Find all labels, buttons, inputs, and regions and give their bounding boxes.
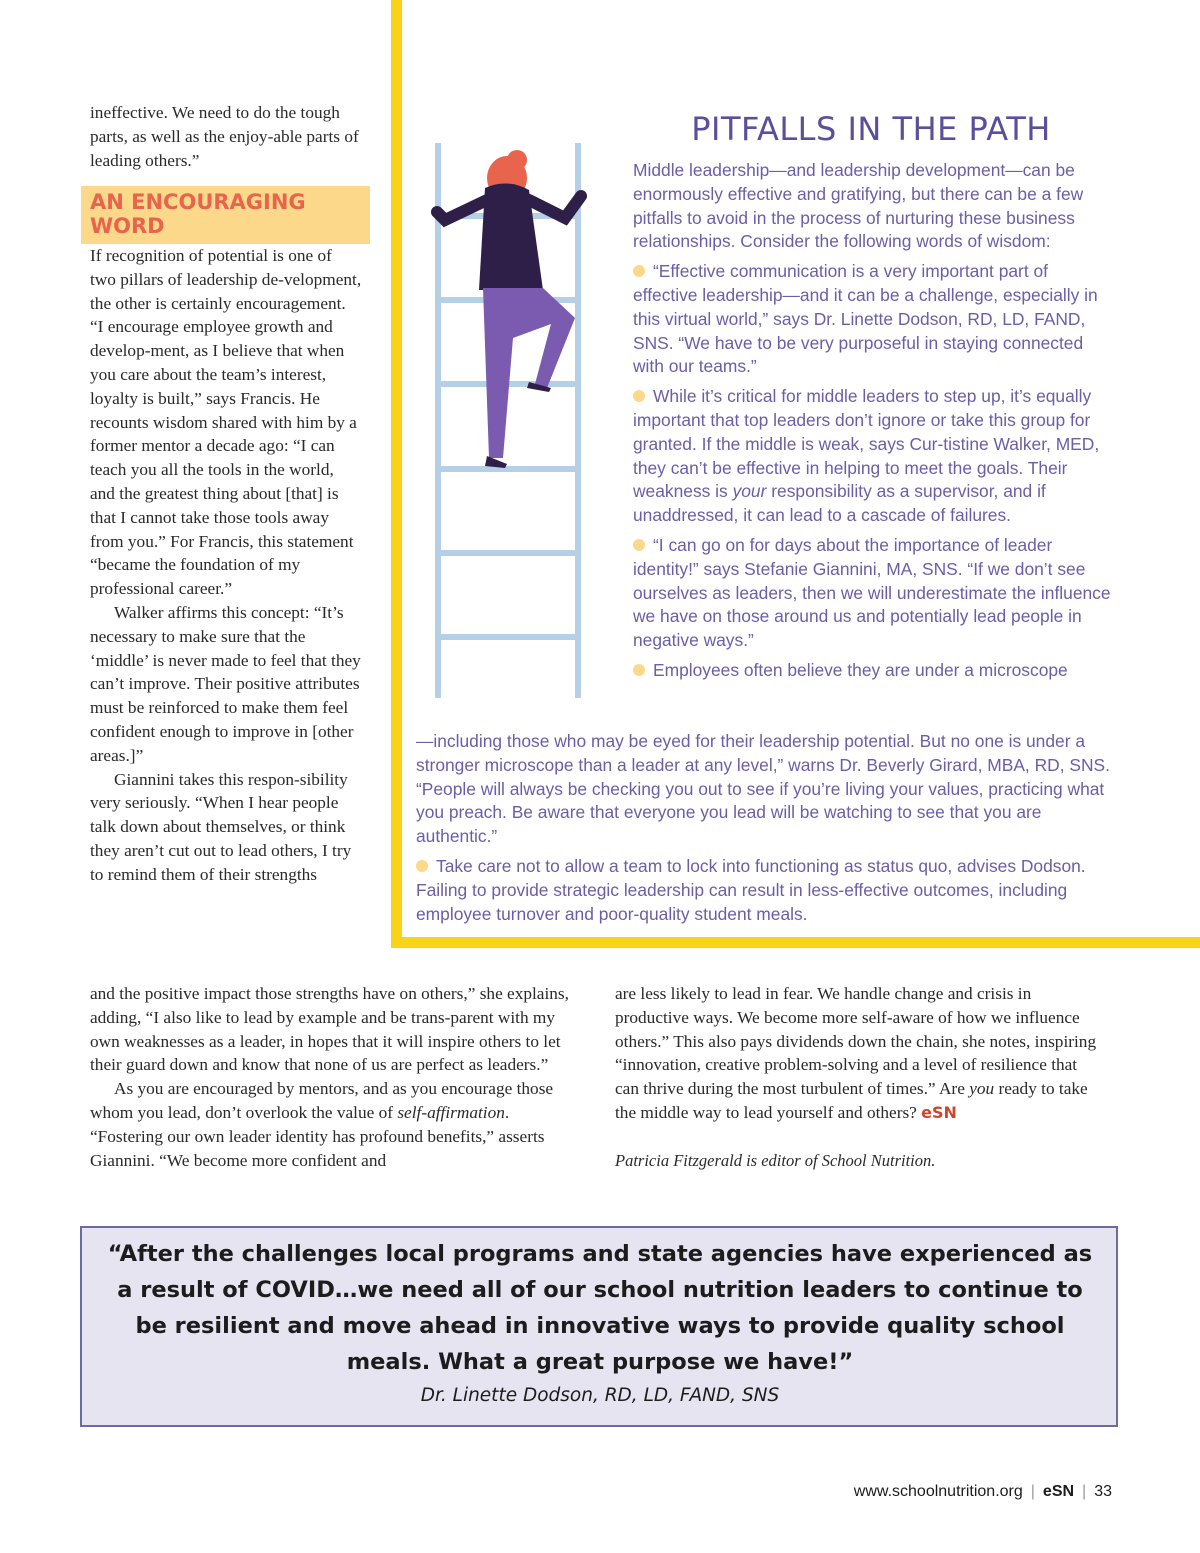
left-column xyxy=(90,244,362,887)
footer-brand: eSN xyxy=(1042,1483,1075,1500)
paragraph: If recognition of potential is one of two pillars of leadership de-velopment, the other is certainly encouragement. “I encourage employee growth and develop-ment, as I believe that when you care about the team’s interest, loyalty is built,” says Francis. He recounts wisdom shared with him by a former mentor a decade ago: “I can teach you all the tools in the world, and the greatest thing about [that] is that I cannot take those tools away from you.” For Francis, this statement “became the foundation of my professional career.” xyxy=(90,246,362,599)
bullet-icon xyxy=(633,664,645,676)
paragraph xyxy=(90,1077,580,1172)
esn-signoff: eSN xyxy=(921,1102,957,1122)
subhead: AN ENCOURAGING WORD xyxy=(90,190,306,238)
bottom-left-column xyxy=(90,982,580,1172)
bullet-emphasis: your xyxy=(732,481,767,502)
sidebar-intro: Middle leadership—and leadership development—can be enormously effective and gratifying, but there can be a few pitfalls to avoid in the process of nurturing these business relationships. Consider the following words of wisdom: xyxy=(633,160,1084,252)
bullet-text: Employees often believe they are under a microscope xyxy=(653,659,1068,680)
paragraph: ineffective. We need to do the tough parts, as well as the enjoy-able parts of leading others.” xyxy=(90,103,359,170)
emphasis: you xyxy=(969,1079,995,1099)
text-run: are less likely to lead in fear. We handle change and crisis in productive ways. We become more self-aware of how we influence others.” This also pays dividends down the chain, she notes, inspiring “innovation, creative problem-solving and a level of resilience that can thrive during the most turbulent of times.” Are xyxy=(615,984,1097,1099)
bottom-right-column xyxy=(615,982,1105,1173)
pull-quote-attribution: Dr. Linette Dodson, RD, LD, FAND, SNS xyxy=(420,1385,780,1406)
climbing-woman-icon xyxy=(437,150,581,468)
bullet-item xyxy=(416,855,1116,926)
bullet-icon xyxy=(633,390,645,402)
sidebar-title: PITFALLS IN THE PATH xyxy=(691,110,1051,148)
bullet-icon xyxy=(633,265,645,277)
paragraph: Walker affirms this concept: “It’s necessary to make sure that the ‘middle’ is never made to feel that they can’t improve. Their positive attributes must be reinforced to make them feel confident enough to improve in [other areas.]” xyxy=(90,602,361,765)
bullet-continuation: —including those who may be eyed for their leadership potential. But no one is under a stronger microscope than a leader at any level,” warns Dr. Beverly Girard, MBA, RD, SNS. “People will always be checking you out to see if you’re living your values, practicing what you preach. Be aware that everyone you lead will be watching to see that you are authentic.” xyxy=(416,731,1110,847)
bullet-text: “I can go on for days about the importance of leader identity!” says Stefanie Giannini, MA, SNS. “If we don’t see ourselves as leaders, then we will underestimate the influence we have on those around us and potentially lead people in negative ways.” xyxy=(633,534,1111,651)
footer-url[interactable]: www.schoolnutrition.org xyxy=(853,1483,1023,1500)
bullet-text: “Effective communication is a very important part of effective leadership—and it can be a challenge, especially in this virtual world,” says Dr. Linette Dodson, RD, LD, FAND, SNS. “We have to be very purposeful in staying connected with our teams.” xyxy=(633,261,1098,377)
footer-divider: | xyxy=(1030,1483,1035,1500)
bullet-item xyxy=(633,659,1113,683)
bullet-item xyxy=(633,534,1113,653)
paragraph: and the positive impact those strengths have on others,” she explains, adding, “I also like to lead by example and be trans-parent with my own weaknesses as a leader, in hopes that it will inspire others to let their guard down and know that none of us are perfect as leaders.” xyxy=(90,984,569,1075)
emphasis: self-affirmation xyxy=(397,1102,505,1122)
sidebar-body xyxy=(633,159,1113,683)
bullet-icon xyxy=(416,860,428,872)
ladder-illustration xyxy=(425,138,615,703)
bullet-text: While it’s critical for middle leaders to step up, it’s equally important that top leaders don’t ignore or take this group for granted. If the middle is weak, says Cur-tistine Walker, MED, they can’t be effective in helping to meet the goals. Their weakness is xyxy=(633,386,1100,502)
text-run: ready to take the middle way to lead yourself and others? xyxy=(615,1079,1088,1122)
left-column-top xyxy=(90,101,362,172)
page-number: 33 xyxy=(1094,1483,1112,1500)
bullet-text: Take care not to allow a team to lock into functioning as status quo, advises Dodson. Failing to provide strategic leadership can result in less-effective outcomes, including employee turnover and poor-quality student meals. xyxy=(416,855,1086,924)
bullet-item xyxy=(633,385,1113,528)
sidebar-frame-left xyxy=(391,0,402,948)
bullet-item xyxy=(633,260,1113,379)
sidebar-frame-bottom xyxy=(391,937,1200,948)
text-run: As you are encouraged by mentors, and as you encourage those whom you lead, don’t overlook the value of xyxy=(90,1079,554,1122)
bullet-icon xyxy=(633,539,645,551)
text-run: . “Fostering our own leader identity has profound benefits,” asserts Giannini. “We become more confident and xyxy=(90,1102,545,1170)
paragraph xyxy=(615,982,1105,1125)
sidebar-body-wide xyxy=(416,730,1116,926)
page-footer xyxy=(854,1483,1112,1501)
footer-divider: | xyxy=(1082,1483,1087,1500)
pull-quote-text: “After the challenges local programs and state agencies have experienced as a result of COVID…we need all of our school nutrition leaders to continue to be resilient and move ahead in innovative ways to provide quality school meals. What a great purpose we have!” xyxy=(107,1241,1093,1375)
paragraph: Giannini takes this respon-sibility very seriously. “When I hear people talk down about themselves, or think they aren’t cut out to lead others, I try to remind them of their strengths xyxy=(90,769,352,884)
author-byline: Patricia Fitzgerald is editor of School Nutrition. xyxy=(615,1150,936,1170)
bullet-text: responsibility as a supervisor, and if unaddressed, it can lead to a cascade of failures. xyxy=(633,481,1046,526)
